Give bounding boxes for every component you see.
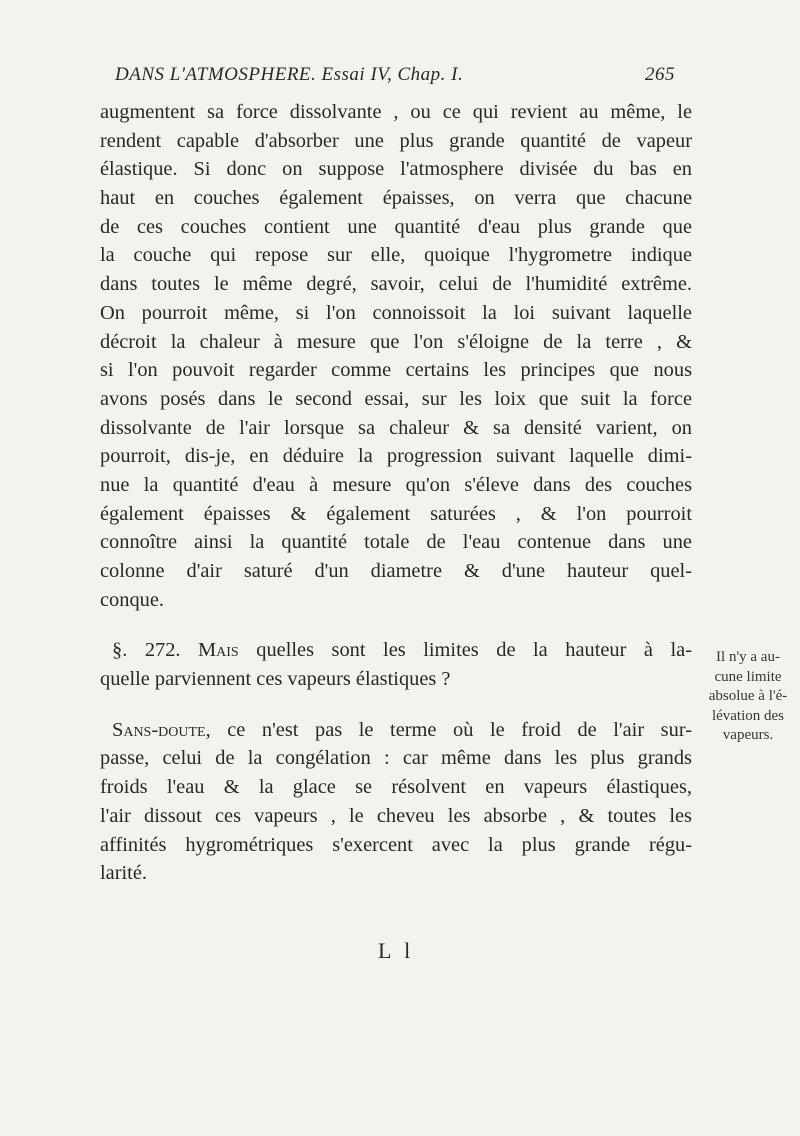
text-line: quelle parviennent ces vapeurs élastiques ? (100, 668, 451, 691)
running-head (115, 64, 675, 86)
text-line: nue la quantité d'eau à mesure qu'on s'éleve dans des couches (100, 473, 692, 496)
text-line: la couche qui repose sur elle, quoique l'hygrometre indique (100, 244, 692, 267)
text-line: élastique. Si donc on suppose l'atmosphere divisée du bas en (100, 158, 692, 181)
text-line: décroit la chaleur à mesure que l'on s'éloigne de la terre , & (100, 330, 692, 353)
margin-note-line: Il n'y a au- (716, 649, 780, 665)
text-line: froids l'eau & la glace se résolvent en vapeurs élastiques, (100, 776, 692, 799)
text-line: conque. (100, 588, 164, 611)
text-fragment: quelles sont les limites de la hauteur à la- (238, 639, 692, 662)
body-text (100, 98, 692, 888)
section-number: §. 272. (112, 639, 181, 662)
running-title: DANS L'ATMOSPHERE. Essai IV, Chap. I. (115, 64, 464, 85)
text-line (100, 636, 692, 665)
lead-word: Mais (198, 639, 239, 662)
text-line: l'air dissout ces vapeurs , le cheveu les absorbe , & toutes les (100, 804, 692, 827)
text-fragment: ce n'est pas le terme où le froid de l'air sur- (210, 718, 692, 741)
text-line: augmentent sa force dissolvante , ou ce qui revient au même, le (100, 101, 692, 123)
text-line: si l'on pouvoit regarder comme certains les principes que nous (100, 359, 692, 382)
text-line: connoître ainsi la quantité totale de l'eau contenue dans une (100, 531, 692, 554)
text-line: passe, celui de la congélation : car même dans les plus grands (100, 747, 692, 770)
signature-mark: L l (378, 938, 415, 963)
paragraph-1 (100, 98, 692, 614)
text-line: avons posés dans le second essai, sur les loix que suit la force (100, 387, 692, 410)
text-line: larité. (100, 862, 147, 885)
text-line: colonne d'air saturé d'un diametre & d'une hauteur quel- (100, 560, 692, 582)
text-line: pourroit, dis-je, en déduire la progression suivant laquelle dimi- (100, 445, 692, 468)
text-line: haut en couches également épaisses, on verra que chacune (100, 187, 692, 210)
paragraph-3 (100, 716, 692, 888)
margin-note-line: absolue à l'é- (708, 688, 788, 704)
page-number: 265 (645, 64, 675, 85)
margin-note-line: vapeurs. (722, 727, 774, 743)
margin-note (708, 648, 788, 746)
text-line: également épaisses & également saturées , & l'on pourroit (100, 502, 692, 525)
margin-note-line: lévation des (711, 707, 785, 724)
text-line: dans toutes le même degré, savoir, celui de l'humidité extrême. (100, 273, 692, 296)
text-line: de ces couches contient une quantité d'eau plus grande que (100, 215, 692, 238)
paragraph-2 (100, 636, 692, 693)
text-line (100, 716, 692, 745)
text-line: On pourroit même, si l'on connoissoit la loi suivant laquelle (100, 301, 692, 324)
text-line: rendent capable d'absorber une plus grande quantité de vapeur (100, 129, 692, 152)
margin-note-line: cune limite (714, 668, 782, 685)
text-line: dissolvante de l'air lorsque sa chaleur & sa densité varient, on (100, 416, 692, 439)
text-line: affinités hygrométriques s'exercent avec la plus grande régu- (100, 833, 692, 856)
lead-word: Sans-doute, (112, 718, 211, 741)
